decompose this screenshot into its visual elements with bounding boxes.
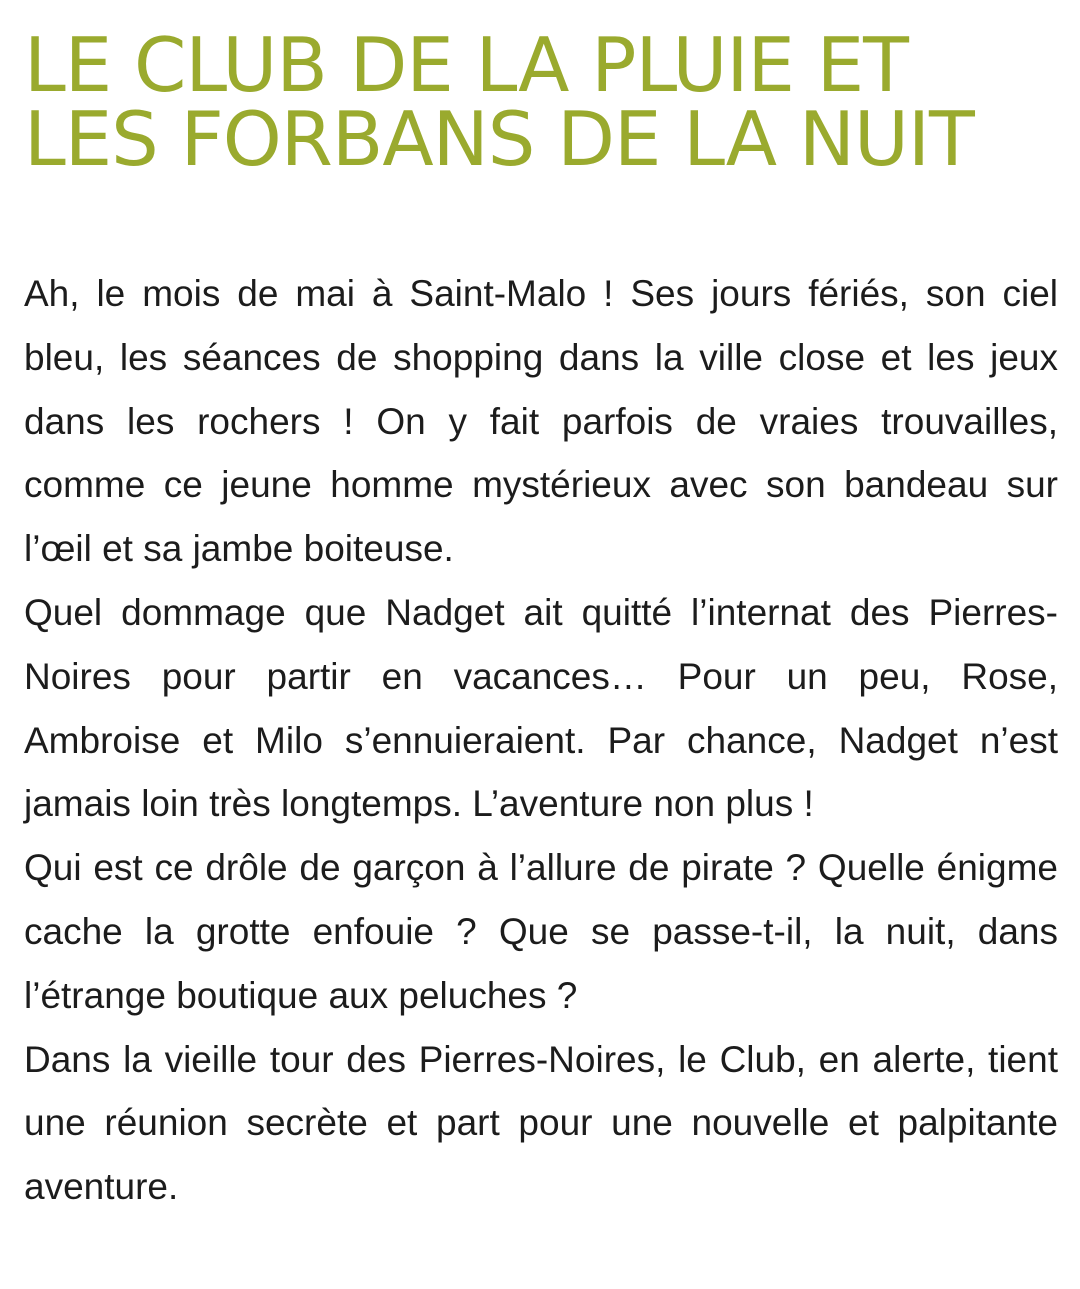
synopsis-paragraph-2: Quel dommage que Nadget ait quitté l’internat des Pierres-Noires pour partir en vacances… Pour un peu, Rose, Ambroise et Milo s’ennuieraient. Par chance, Nadget n’est jamais loin très longtemps. L’aventure non plus ! [24, 591, 1058, 825]
synopsis-paragraph-3: Qui est ce drôle de garçon à l’allure de pirate ? Quelle énigme cache la grotte enfouie ? Que se passe-t-il, la nuit, dans l’étrange boutique aux peluches ? [24, 847, 1058, 1016]
book-title-line-2: LES FORBANS DE LA NUIT [24, 95, 974, 183]
synopsis [24, 262, 1058, 1219]
synopsis-paragraph-4: Dans la vieille tour des Pierres-Noires, le Club, en alerte, tient une réunion secrète et part pour une nouvelle et palpitante aventure. [24, 1038, 1058, 1208]
synopsis-paragraph-1: Ah, le mois de mai à Saint-Malo ! Ses jours fériés, son ciel bleu, les séances de shopping dans la ville close et les jeux dans les rochers ! On y fait parfois de vraies trouvailles, comme ce jeune homme mystérieux avec son bandeau sur l’œil et sa jambe boiteuse. [24, 273, 1058, 570]
book-title [24, 21, 1058, 183]
book-title-line-1: LE CLUB DE LA PLUIE ET [24, 21, 908, 109]
